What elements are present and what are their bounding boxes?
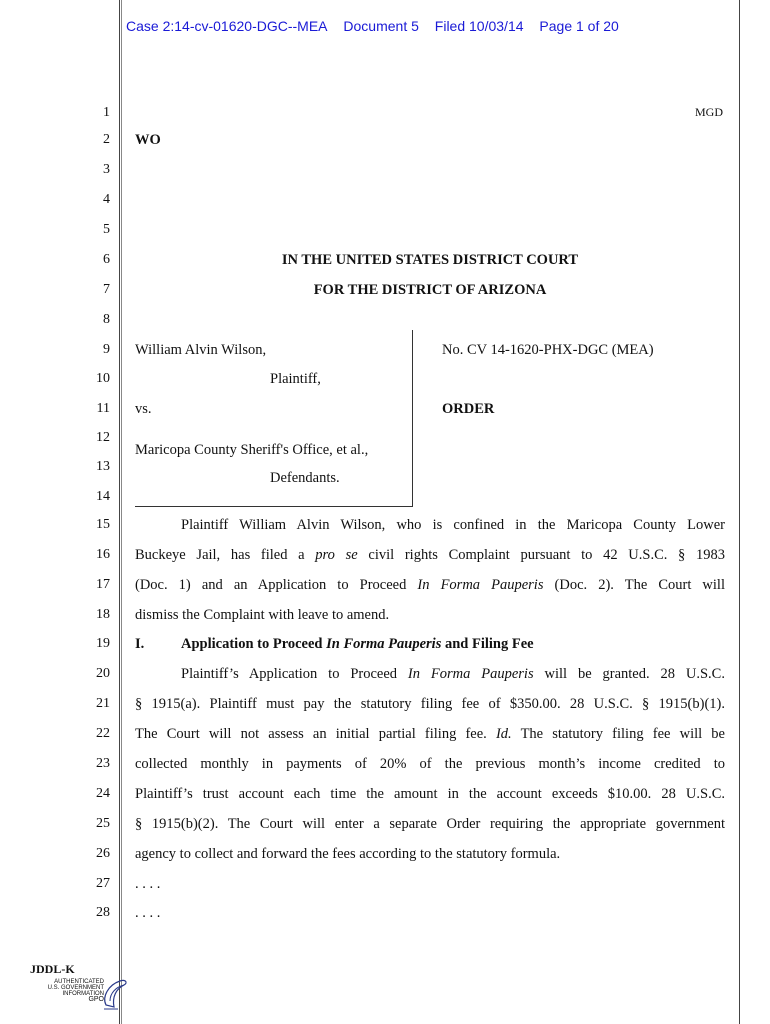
ellipsis-line-28: . . . .: [135, 905, 161, 921]
gpo-eagle-icon: [100, 975, 130, 1013]
line-number: 13: [96, 459, 110, 474]
line-number: 1: [103, 105, 110, 120]
line-number: 3: [103, 162, 110, 177]
line-number: 27: [96, 876, 110, 891]
caption-divider-vertical: [412, 330, 413, 507]
ellipsis-line-27: . . . .: [135, 876, 161, 892]
wo-mark: WO: [135, 132, 161, 148]
jddl-mark: JDDL-K: [30, 962, 75, 976]
para2-line1: Plaintiff’s Application to Proceed In Forma Pauperis will be granted. 28 U.S.C.: [181, 666, 725, 682]
court-district: FOR THE DISTRICT OF ARIZONA: [313, 282, 547, 298]
right-margin-rule: [739, 0, 740, 1024]
line-number: 7: [103, 282, 110, 297]
para2-line3: The Court will not assess an initial partial filing fee. Id. The statutory filing fee will be: [135, 726, 725, 742]
line-number: 4: [103, 192, 110, 207]
line-number: 21: [96, 696, 110, 711]
line-number: 11: [96, 401, 110, 416]
line-number: 14: [96, 489, 110, 504]
case-number: No. CV 14-1620-PHX-DGC (MEA): [442, 342, 654, 358]
defendant-name: Maricopa County Sheriff's Office, et al.,: [135, 442, 369, 458]
line-number: 25: [96, 816, 110, 831]
para2-line5: Plaintiff’s trust account each time the amount in the account exceeds $10.00. 28 U.S.C.: [135, 786, 725, 802]
document-title: ORDER: [442, 401, 495, 417]
line-number: 9: [103, 342, 110, 357]
line-number: 24: [96, 786, 110, 801]
defendant-role: Defendants.: [270, 470, 340, 486]
line-number: 6: [103, 252, 110, 267]
para1-line2: Buckeye Jail, has filed a pro se civil rights Complaint pursuant to 42 U.S.C. § 1983: [135, 547, 725, 563]
line-number: 19: [96, 636, 110, 651]
line-number: 16: [96, 547, 110, 562]
para1-line4: dismiss the Complaint with leave to amend.: [135, 607, 390, 623]
page-count-header: Page 1 of 20: [539, 18, 619, 34]
case-number-header: Case 2:14-cv-01620-DGC--MEA: [126, 18, 328, 34]
mgd-initials: MGD: [695, 105, 724, 119]
section-heading: Application to Proceed In Forma Pauperis and Filing Fee: [181, 636, 534, 652]
para2-line2: § 1915(a). Plaintiff must pay the statutory filing fee of $350.00. 28 U.S.C. § 1915(b)(1).: [135, 696, 725, 712]
para1-line3: (Doc. 1) and an Application to Proceed In Forma Pauperis (Doc. 2). The Court will: [135, 577, 725, 593]
line-number: 18: [96, 607, 110, 622]
left-margin-rule: [119, 0, 120, 1024]
line-number: 20: [96, 666, 110, 681]
line-number: 12: [96, 430, 110, 445]
gpo-authentication-seal: AUTHENTICATED U.S. GOVERNMENT INFORMATION GPO: [30, 975, 130, 1015]
filed-date-header: Filed 10/03/14: [434, 18, 524, 34]
line-number: 28: [96, 905, 110, 920]
para2-line7: agency to collect and forward the fees according to the statutory formula.: [135, 846, 561, 862]
line-number: 23: [96, 756, 110, 771]
line-number: 26: [96, 846, 110, 861]
line-number: 22: [96, 726, 110, 741]
versus: vs.: [135, 401, 152, 417]
filing-header: [126, 18, 631, 34]
plaintiff-name: William Alvin Wilson,: [135, 342, 267, 358]
caption-divider-horizontal: [135, 506, 413, 507]
line-number: 5: [103, 222, 110, 237]
para1-line1: Plaintiff William Alvin Wilson, who is confined in the Maricopa County Lower: [181, 517, 725, 533]
left-margin-rule-inner: [121, 0, 122, 1024]
para2-line6: § 1915(b)(2). The Court will enter a separate Order requiring the appropriate government: [135, 816, 725, 832]
para2-line4: collected monthly in payments of 20% of the previous month’s income credited to: [135, 756, 725, 772]
plaintiff-role: Plaintiff,: [270, 371, 321, 387]
line-number: 10: [96, 371, 110, 386]
line-number: 2: [103, 132, 110, 147]
document-number-header: Document 5: [343, 18, 419, 34]
line-number: 15: [96, 517, 110, 532]
section-number: I.: [135, 636, 145, 652]
court-name: IN THE UNITED STATES DISTRICT COURT: [281, 252, 579, 268]
line-number: 8: [103, 312, 110, 327]
line-number: 17: [96, 577, 110, 592]
